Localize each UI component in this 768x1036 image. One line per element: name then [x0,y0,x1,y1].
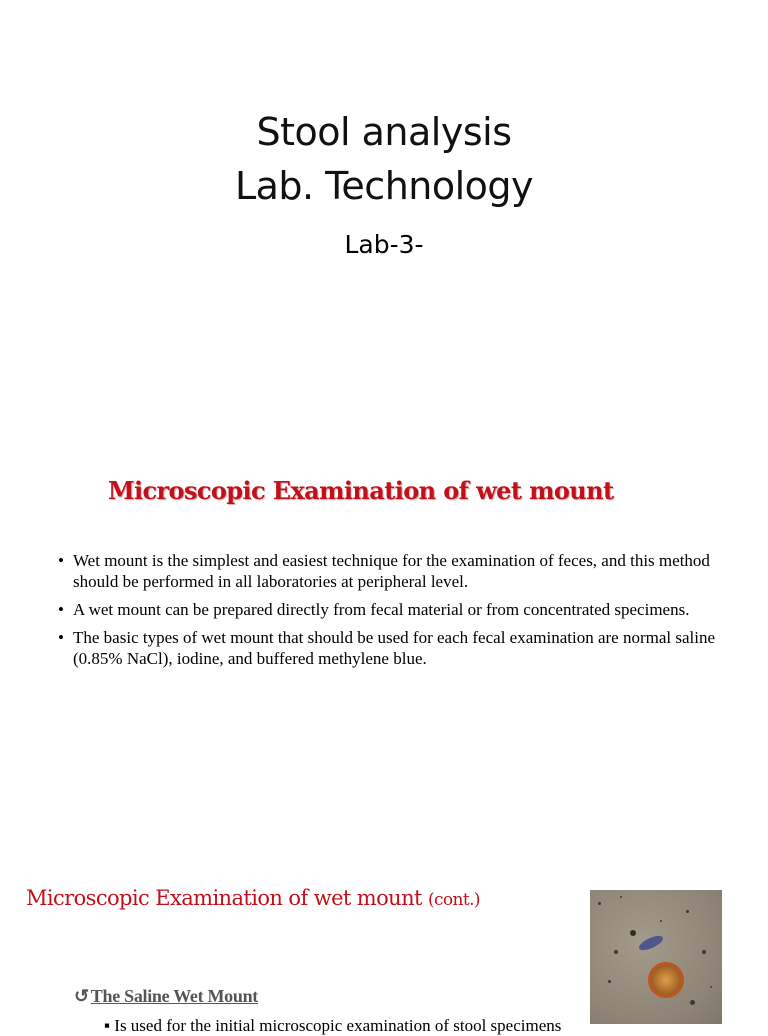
bullet-item [58,627,718,669]
slide-subheading [74,986,258,1007]
bullet-item [58,550,718,592]
slide-heading-text: Microscopic Examination of wet mount [26,886,422,910]
microscope-image [590,890,722,1024]
wet-mount-slide [0,460,768,840]
bullet-text: A wet mount can be prepared directly from fecal material or from concentrated specimens. [73,600,690,619]
title-slide [0,0,768,420]
subheading-text: The Saline Wet Mount [90,986,258,1006]
bullet-text-partial: ▪ Is used for the initial microscopic examination of stool specimens [104,1016,562,1035]
slide-heading [26,886,480,910]
parasite-cyst [648,962,684,998]
bullet-marker: • [58,628,64,647]
slide-heading-suffix: (cont.) [427,890,480,910]
slide-heading: Microscopic Examination of wet mount [108,476,614,505]
bullet-item [58,599,718,620]
bullet-text: The basic types of wet mount that should be used for each fecal examination are normal saline (0.85% NaCl), iodine, and buffered methylene blue. [73,628,715,668]
bullet-list [58,550,718,676]
saline-wet-mount-slide [0,870,768,1035]
curved-arrow-icon: ↺ [74,986,89,1006]
slide-title-line-2: Lab. Technology [234,164,534,208]
bullet-text: Wet mount is the simplest and easiest technique for the examination of feces, and this method should be performed in all laboratories at peripheral level. [73,551,710,591]
slide-title-line-1: Stool analysis [256,110,512,154]
slide-subtitle: Lab-3- [344,230,424,259]
bullet-marker: • [58,600,64,619]
bullet-marker: • [58,551,64,570]
stained-organism [637,933,665,953]
